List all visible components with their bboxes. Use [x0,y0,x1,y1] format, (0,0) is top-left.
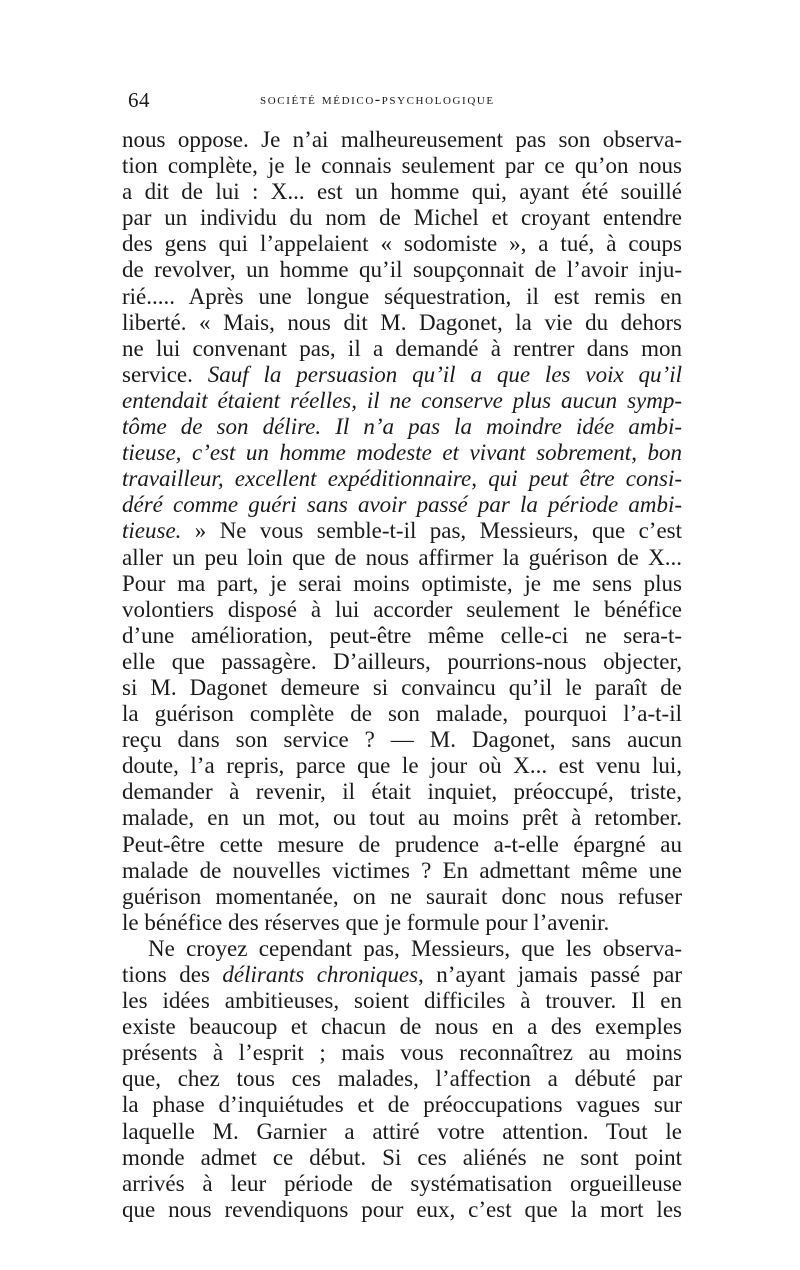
text-run: de revolver, un homme qu’il soupçonnait de l’avoir inju- [122,257,682,283]
italic-text: travailleur, excellent expéditionnaire, qui peut être consi- [122,466,682,492]
text-line [122,336,682,362]
text-run: tion complète, je le connais seulement par ce qu’on nous [122,153,682,179]
text-line [122,231,682,257]
text-line [122,153,682,179]
text-line [122,779,682,805]
text-run: reçu dans son service ? — M. Dagonet, sans aucun [122,727,682,753]
text-run: Pour ma part, je serai moins optimiste, je me sens plus [122,570,682,596]
text-line [122,623,682,649]
text-run: malade de nouvelles victimes ? En admettant même une [122,857,682,883]
text-run: doute, l’a repris, parce que le jour où X... est venu lui, [122,753,682,779]
text-line [122,1145,682,1171]
text-run: , n’ayant jamais passé par [418,962,682,987]
text-line [122,675,682,701]
text-run: d’une amélioration, peut-être même celle-ci ne sera-t- [122,622,682,648]
text-run: rié..... Après une longue séquestration, il est remis en [122,283,682,309]
text-run: présents à l’esprit ; mais vous reconnaîtrez au moins [122,1040,682,1066]
body-text [122,127,682,1223]
text-run: liberté. « Mais, nous dit M. Dagonet, la vie du dehors [122,309,682,335]
text-line [122,257,682,283]
text-line [122,858,682,884]
text-run: nous oppose. Je n’ai malheureusement pas son observa- [122,127,682,152]
text-line [122,466,682,492]
text-line [122,805,682,831]
text-line [122,414,682,440]
italic-text: entendait étaient réelles, il ne conserve plus aucun symp- [122,387,682,413]
text-line [122,440,682,466]
text-line [122,936,682,962]
italic-text: déré comme guéri sans avoir passé par la période ambi- [122,492,682,518]
text-run: la guérison complète de son malade, pourquoi l’a-t-il [122,701,682,727]
text-line [122,310,682,336]
text-run: que, chez tous ces malades, l’affection a débuté par [122,1066,682,1092]
text-line [122,649,682,675]
italic-text: tieuse, c’est un homme modeste et vivant sobrement, bon [122,440,682,466]
text-line [122,1040,682,1066]
text-line [122,727,682,753]
text-run: si M. Dagonet demeure si convaincu qu’il le paraît de [122,674,682,700]
text-line [122,179,682,205]
text-run: malade, en un mot, ou tout au moins prêt à retomber. [122,805,682,831]
text-line [122,1092,682,1118]
page-number: 64 [128,88,150,112]
text-run: Ne croyez cependant pas, Messieurs, que les observa- [148,935,682,961]
text-run: aller un peu loin que de nous affirmer la guérison de X... [122,544,682,570]
text-line [122,1171,682,1197]
text-line [122,597,682,623]
text-line [122,962,682,988]
text-run: tions des [122,962,223,987]
text-run: existe beaucoup et chacun de nous en a des exemples [122,1014,682,1040]
text-run: demander à revenir, il était inquiet, préoccupé, triste, [122,779,682,805]
text-line [122,388,682,414]
text-run: ne lui convenant pas, il a demandé à rentrer dans mon [122,335,682,361]
italic-text: tôme de son délire. Il n’a pas la moindre idée ambi- [122,414,682,440]
text-run: elle que passagère. D’ailleurs, pourrions-nous objecter, [122,648,682,674]
text-line [122,1014,682,1040]
text-run: la phase d’inquiétudes et de préoccupations vagues sur [122,1092,682,1118]
italic-text: Sauf la persuasion qu’il a que les voix qu’il [207,361,682,387]
text-run: guérison momentanée, on ne saurait donc nous refuser [122,883,682,909]
text-line [122,362,682,388]
text-line [122,284,682,310]
text-line [122,1197,682,1223]
text-run: service. [122,361,208,387]
running-title: société médico-psychologique [260,91,495,108]
italic-text: tieuse. [122,518,182,544]
text-run: les idées ambitieuses, soient difficiles à trouver. Il en [122,988,682,1014]
text-line [122,492,682,518]
text-run: a dit de lui : X... est un homme qui, ayant été souillé [122,179,682,205]
text-run: par un individu du nom de Michel et croyant entendre [122,205,682,231]
text-run: laquelle M. Garnier a attiré votre attention. Tout le [122,1118,682,1144]
text-run: arrivés à leur période de systématisation orgueilleuse [122,1170,682,1196]
text-run: que nous revendiquons pour eux, c’est que la mort les [122,1196,682,1222]
text-line [122,753,682,779]
text-line [122,1066,682,1092]
text-line [122,988,682,1014]
text-line [122,1119,682,1145]
running-head [120,88,680,116]
text-run: » Ne vous semble-t-il pas, Messieurs, que c’est [181,518,682,544]
text-line [122,571,682,597]
text-run: monde admet ce début. Si ces aliénés ne sont point [122,1144,682,1170]
text-run: Peut-être cette mesure de prudence a-t-elle épargné au [122,831,682,857]
text-line [122,910,682,936]
text-line [122,205,682,231]
text-run: le bénéfice des réserves que je formule pour l’avenir. [122,909,610,935]
text-line [122,545,682,571]
text-line [122,884,682,910]
text-line [122,127,682,153]
text-line [122,518,682,544]
text-run: volontiers disposé à lui accorder seulement le bénéfice [122,596,682,622]
italic-text: délirants chroniques [222,962,419,987]
text-run: des gens qui l’appelaient « sodomiste », a tué, à coups [122,231,682,257]
text-line [122,832,682,858]
text-line [122,701,682,727]
